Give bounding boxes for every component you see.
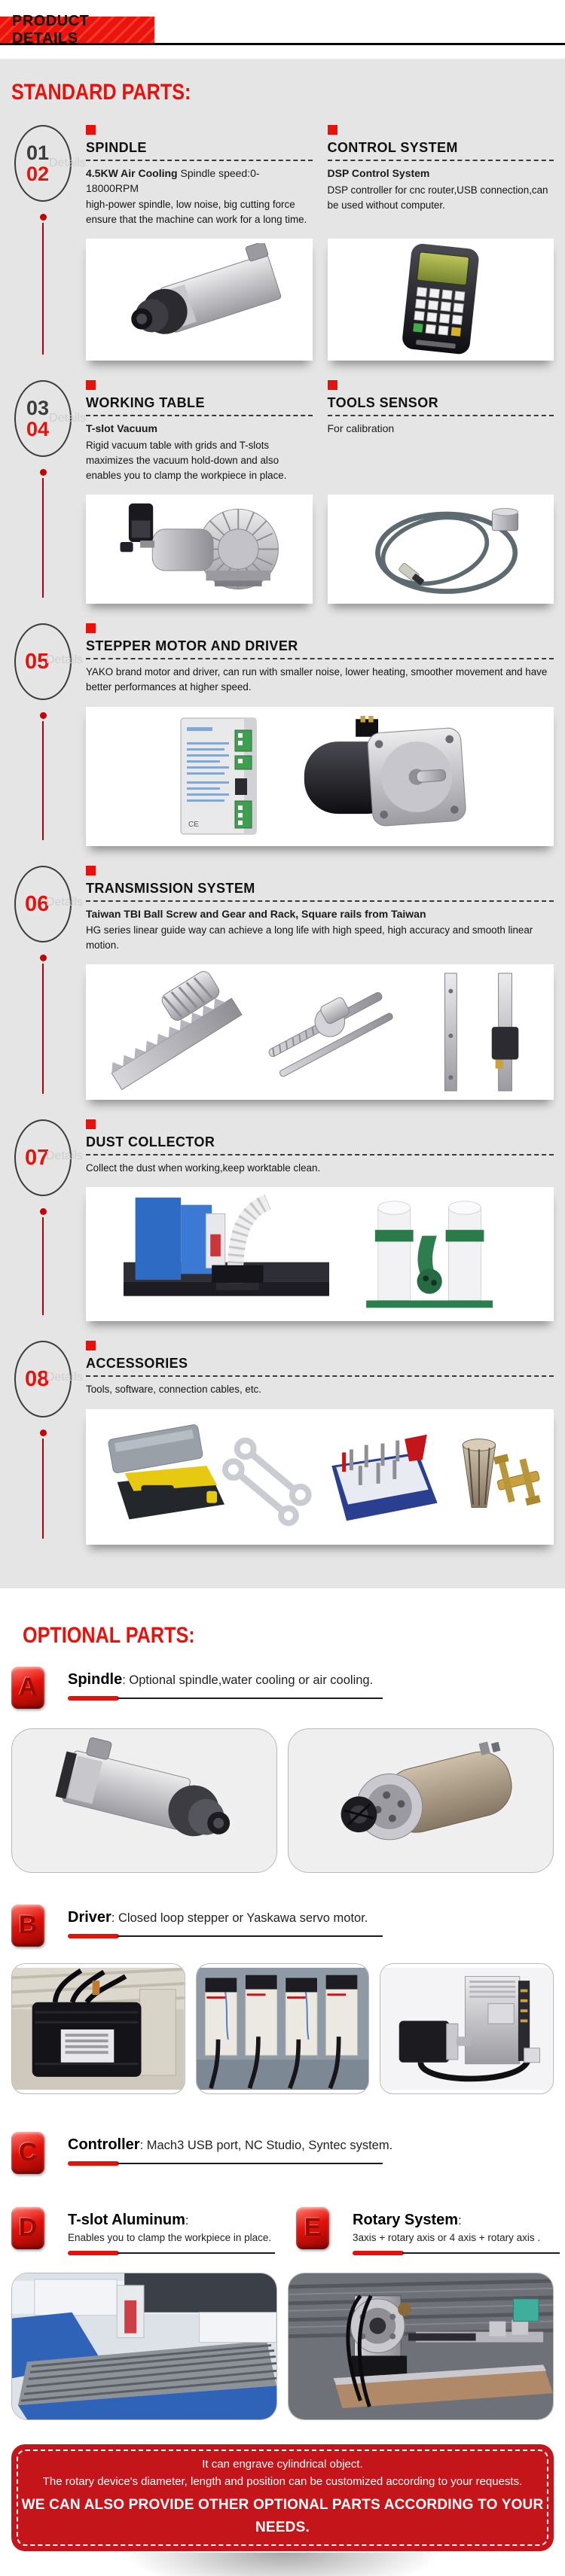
tools-sensor-text [328,380,554,483]
stepper-driver-photo [166,712,271,840]
section-rail [0,866,86,1101]
red-square-bullet [328,380,337,390]
badge-letter: D [18,2213,38,2243]
details-watermark: Details [49,412,86,425]
timeline-line [42,1439,44,1538]
dust-hose-machine-photo [124,1192,329,1317]
section-number: 08 [25,1367,50,1392]
section-title: SPINDLE [86,140,147,155]
timeline-line [42,721,44,839]
optional-item-desc: : [458,2213,462,2227]
accessories-photo [86,1409,554,1545]
section-number: 04 [26,417,50,440]
dashed-divider [328,415,554,416]
product-details-banner [0,12,154,47]
optional-item-desc: : Mach3 USB port, NC Studio, Syntec system. [139,2138,393,2152]
working-table-text [86,380,313,483]
details-watermark: Details [46,653,83,667]
item-underline [68,1934,384,1939]
stepper-driver-motor-photo [86,707,554,846]
optional-item-name: Controller [68,2136,140,2153]
lead-bold: 4.5KW Air Cooling [86,167,178,179]
section-number-circle [14,866,83,942]
page-title: PRODUCT DETAILS [12,12,90,47]
lead-rest: Spindle speed:0-18000RPM [86,167,260,194]
red-square-bullet [86,125,96,135]
dashed-divider [328,160,554,161]
section-number: 03 [26,397,50,420]
optional-item-name: Driver [68,1908,111,1926]
timeline-dot [40,1208,47,1215]
closed-loop-stepper-photo [11,1963,185,2094]
section-accessories [0,1341,565,1544]
lead-bold: Taiwan TBI Ball Screw and Gear and Rack, Square rails from Taiwan [86,907,426,920]
control-system-text [328,125,554,227]
details-watermark: Details [46,895,83,909]
optional-item-body: Enables you to clamp the workpiece in place. [68,2231,272,2243]
lead-bold: T-slot Vacuum [86,422,157,435]
red-square-bullet [86,866,96,875]
dsp-controller-photo [328,239,554,361]
optional-water-spindle-photo [288,1728,554,1873]
dashed-divider [86,658,554,659]
timeline-line [42,223,44,355]
tool-sensor-photo [328,495,554,604]
svg-text:CE: CE [188,821,199,830]
stepper-motor-photo [282,716,475,836]
dashed-divider [86,160,313,161]
section-body: Collect the dust when working,keep worktable clean. [86,1162,321,1174]
servo-drivers-cabinet-photo [196,1963,370,2094]
optional-item-desc: : Closed loop stepper or Yaskawa servo motor. [111,1911,368,1925]
spindle-text [86,125,313,227]
section-body: Tools, software, connection cables, etc. [86,1384,261,1396]
item-underline [68,1696,384,1701]
optional-item-driver [11,1905,554,1947]
lead-rest: For calibration [327,422,395,435]
badge-letter: C [18,2138,38,2167]
section-number: 06 [25,891,50,916]
standard-parts-title: STANDARD PARTS: [11,80,191,105]
section-number-circle [14,1341,83,1417]
footer-line-3: WE CAN ALSO PROVIDE OTHER OPTIONAL PARTS ACCORDING TO YOUR NEEDS. [21,2497,544,2535]
badge-b [11,1905,44,1947]
dust-collector-photo [86,1187,554,1321]
optional-item-controller [11,2132,554,2174]
optional-item-desc: : [185,2213,189,2227]
section-number: 05 [25,650,50,674]
optional-parts-title: OPTIONAL PARTS: [23,1622,195,1648]
badge-e [296,2207,329,2249]
red-square-bullet [86,1341,96,1350]
lead-bold: DSP Control System [327,167,430,179]
dashed-divider [86,900,554,902]
section-number: 01 [26,142,50,164]
yaskawa-servo-set-photo [380,1963,554,2094]
section-body: DSP controller for cnc router,USB connection,can be used without computer. [327,184,548,211]
optional-item-desc: : Optional spindle,water cooling or air cooling. [122,1673,374,1687]
section-rail [0,125,86,361]
section-body: YAKO brand motor and driver, can run with smaller noise, lower heating, smoother movement and have better performances at higher speed. [86,666,548,693]
standard-parts-area [0,59,565,1588]
section-title: TOOLS SENSOR [327,395,438,411]
section-rail [0,380,86,604]
timeline-dot [40,1430,47,1436]
section-title: WORKING TABLE [86,395,205,411]
item-underline [68,2161,384,2166]
optional-item-tslot [11,2207,289,2256]
dashed-divider [86,1154,554,1156]
details-watermark: Details [46,1371,83,1384]
section-number: 02 [26,162,50,185]
dust-bags-photo [340,1192,516,1317]
section-title: CONTROL SYSTEM [327,140,458,155]
section-rail [0,1119,86,1321]
badge-d [11,2207,44,2249]
dashed-divider [86,1375,554,1377]
optional-parts-area [0,1623,565,2576]
footer-line-2: The rotary device's diameter, length and position can be customized according to your requests. [42,2474,523,2488]
item-underline [68,2251,275,2256]
optional-item-rotary [296,2207,560,2256]
header [0,0,565,45]
item-underline [353,2251,560,2256]
red-square-bullet [86,380,96,390]
section-number-circle [14,380,86,457]
timeline-dot [40,469,47,476]
section-body: high-power spindle, low noise, big cutting force ensure that the machine can work for a long time. [86,199,307,226]
footer-line-1: It can engrave cylindrical object. [202,2457,363,2471]
section-body: Rigid vacuum table with grids and T-slots maximizes the vacuum hold-down and also enables you to clamp the workpiece in place. [86,440,287,482]
section-body: HG series linear guide way can achieve a long life with high speed, high accuracy and smooth linear motion. [86,924,533,952]
optional-air-spindle-photo [11,1728,277,1873]
badge-letter: B [18,1911,38,1940]
section-transmission [0,866,565,1101]
section-rail [0,1341,86,1544]
timeline-line [42,1217,44,1315]
optional-item-body: 3axis + rotary axis or 4 axis + rotary axis . [353,2231,541,2243]
section-rail [0,623,86,845]
timeline-line [42,964,44,1095]
section-title: DUST COLLECTOR [86,1134,215,1150]
optional-item-name: Rotary System [353,2211,459,2228]
section-title: TRANSMISSION SYSTEM [86,880,255,896]
badge-a [11,1667,44,1709]
badge-letter: E [304,2213,322,2243]
tslot-table-photo [11,2273,277,2420]
vacuum-pump-photo [86,495,313,604]
timeline-dot [40,214,47,221]
footer-note-banner [11,2444,554,2551]
dashed-divider [86,415,313,416]
section-spindle-control [0,125,565,361]
banner-shadow [53,2553,512,2576]
section-number: 07 [25,1146,50,1171]
transmission-parts-photo [86,964,554,1100]
badge-letter: A [18,1673,38,1702]
red-square-bullet [328,125,337,135]
red-square-bullet [86,623,96,633]
optional-item-name: T-slot Aluminum [68,2211,185,2228]
timeline-dot [40,712,47,719]
section-stepper [0,623,565,845]
red-square-bullet [86,1119,96,1129]
details-watermark: Details [49,157,86,169]
badge-c [11,2132,44,2174]
timeline-dot [40,955,47,961]
rotary-axis-photo [288,2273,554,2420]
section-table-sensor [0,380,565,604]
section-dust-collector [0,1119,565,1321]
optional-item-name: Spindle [68,1670,123,1688]
optional-item-spindle [11,1667,554,1709]
section-title: ACCESSORIES [86,1356,188,1372]
section-number-circle [14,623,83,700]
air-spindle-photo [86,239,313,361]
section-number-circle [14,1119,83,1196]
timeline-line [42,478,44,598]
section-title: STEPPER MOTOR AND DRIVER [86,638,298,654]
details-watermark: Details [46,1149,83,1163]
section-number-circle [14,125,86,202]
